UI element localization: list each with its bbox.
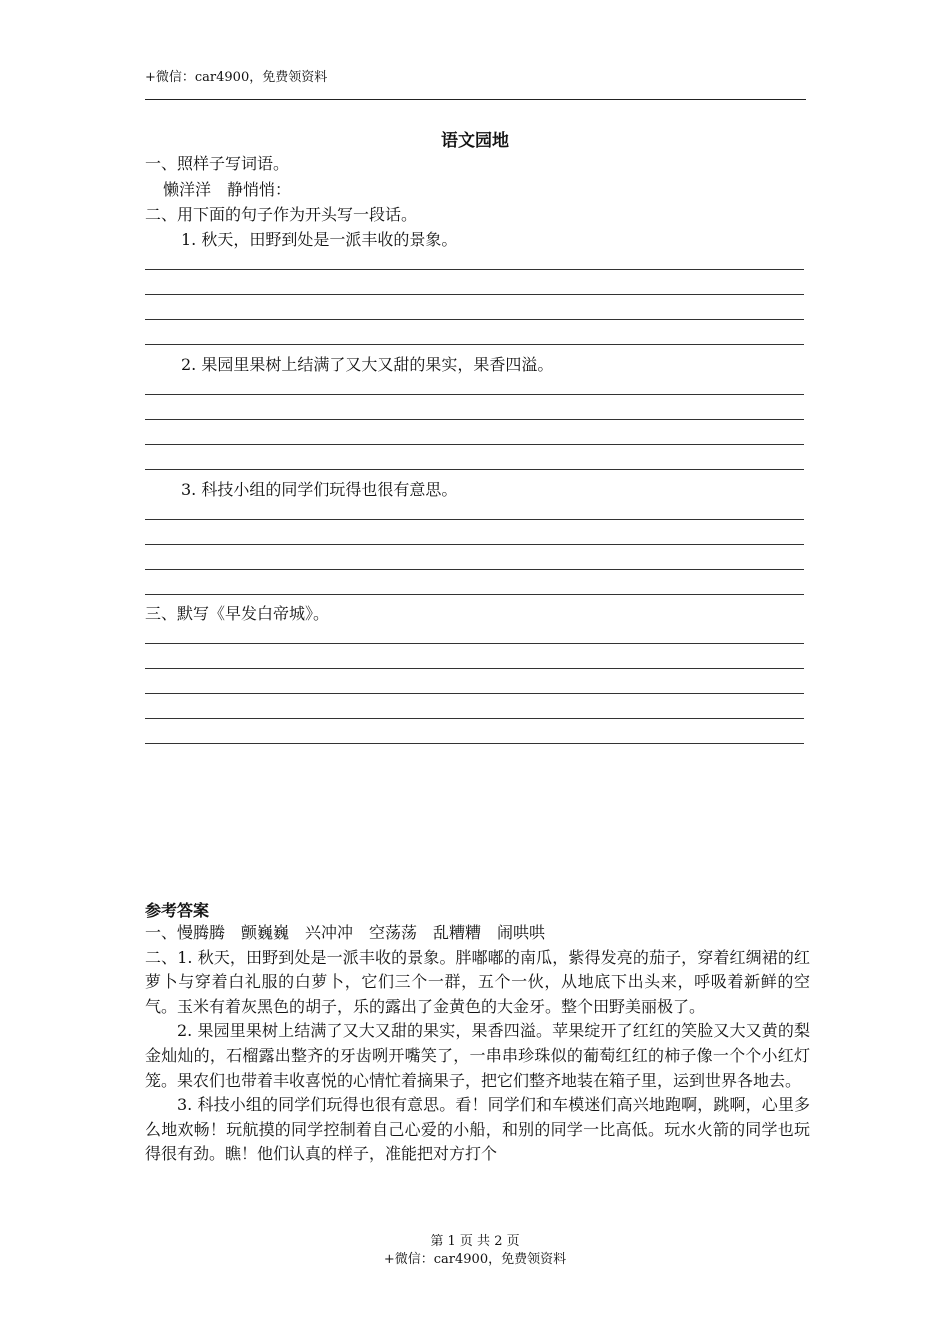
answer-1: 一、慢腾腾 颤巍巍 兴冲冲 空荡荡 乱糟糟 闹哄哄 <box>145 923 546 942</box>
header-rule <box>145 99 806 100</box>
prompt-3: 3. 科技小组的同学们玩得也很有意思。 <box>181 480 458 499</box>
answers-title: 参考答案 <box>145 901 210 920</box>
page-number: 第 1 页 共 2 页 <box>430 1234 520 1249</box>
writing-line <box>145 643 804 644</box>
prompt-1: 1. 秋天，田野到处是一派丰收的景象。 <box>181 230 458 249</box>
writing-line <box>145 693 804 694</box>
page-footer: +微信：car4900，免费领资料 <box>383 1252 567 1267</box>
page-header: +微信：car4900，免费领资料 <box>145 70 328 85</box>
writing-line <box>145 344 804 345</box>
page-title: 语文园地 <box>441 131 509 151</box>
writing-line <box>145 444 804 445</box>
writing-line <box>145 569 804 570</box>
section2-heading: 二、用下面的句子作为开头写一段话。 <box>145 205 418 224</box>
writing-line <box>145 269 804 270</box>
writing-line <box>145 319 804 320</box>
section1-examples: 懒洋洋 静悄悄： <box>163 180 292 199</box>
writing-line <box>145 294 804 295</box>
prompt-2: 2. 果园里果树上结满了又大又甜的果实，果香四溢。 <box>181 355 554 374</box>
section1-heading: 一、照样子写词语。 <box>145 154 290 173</box>
answer-2-1: 二、1. 秋天，田野到处是一派丰收的景象。胖嘟嘟的南瓜，紫得发亮的茄子，穿着红绸裙的红萝卜与穿着白礼服的白萝卜，它们三个一群，五个一伙，从地底下出头来，呼吸着新鲜的空气。玉米有着灰黑色的胡子，乐的露出了金黄色的大金牙。整个田野美丽极了。 <box>145 947 810 1016</box>
writing-line <box>145 469 804 470</box>
writing-line <box>145 718 804 719</box>
writing-line <box>145 668 804 669</box>
section3-heading: 三、默写《早发白帝城》。 <box>145 604 330 623</box>
writing-line <box>145 743 804 744</box>
answers-body <box>145 921 810 1167</box>
answer-2-3: 3. 科技小组的同学们玩得也很有意思。看！同学们和车模迷们高兴地跑啊，跳啊，心里多么地欢畅！玩航摸的同学控制着自己心爱的小船，和别的同学一比高低。玩水火箭的同学也玩得很有劲。瞧！他们认真的样子，准能把对方打个 <box>145 1095 810 1164</box>
answer-2-2: 2. 果园里果树上结满了又大又甜的果实，果香四溢。苹果绽开了红红的笑脸又大又黄的梨金灿灿的，石榴露出整齐的牙齿咧开嘴笑了，一串串珍珠似的葡萄红红的柿子像一个个小红灯笼。果农们也带着丰收喜悦的心情忙着摘果子，把它们整齐地装在箱子里，运到世界各地去。 <box>145 1021 810 1090</box>
writing-line <box>145 544 804 545</box>
writing-line <box>145 519 804 520</box>
writing-line <box>145 594 804 595</box>
writing-line <box>145 419 804 420</box>
writing-line <box>145 394 804 395</box>
